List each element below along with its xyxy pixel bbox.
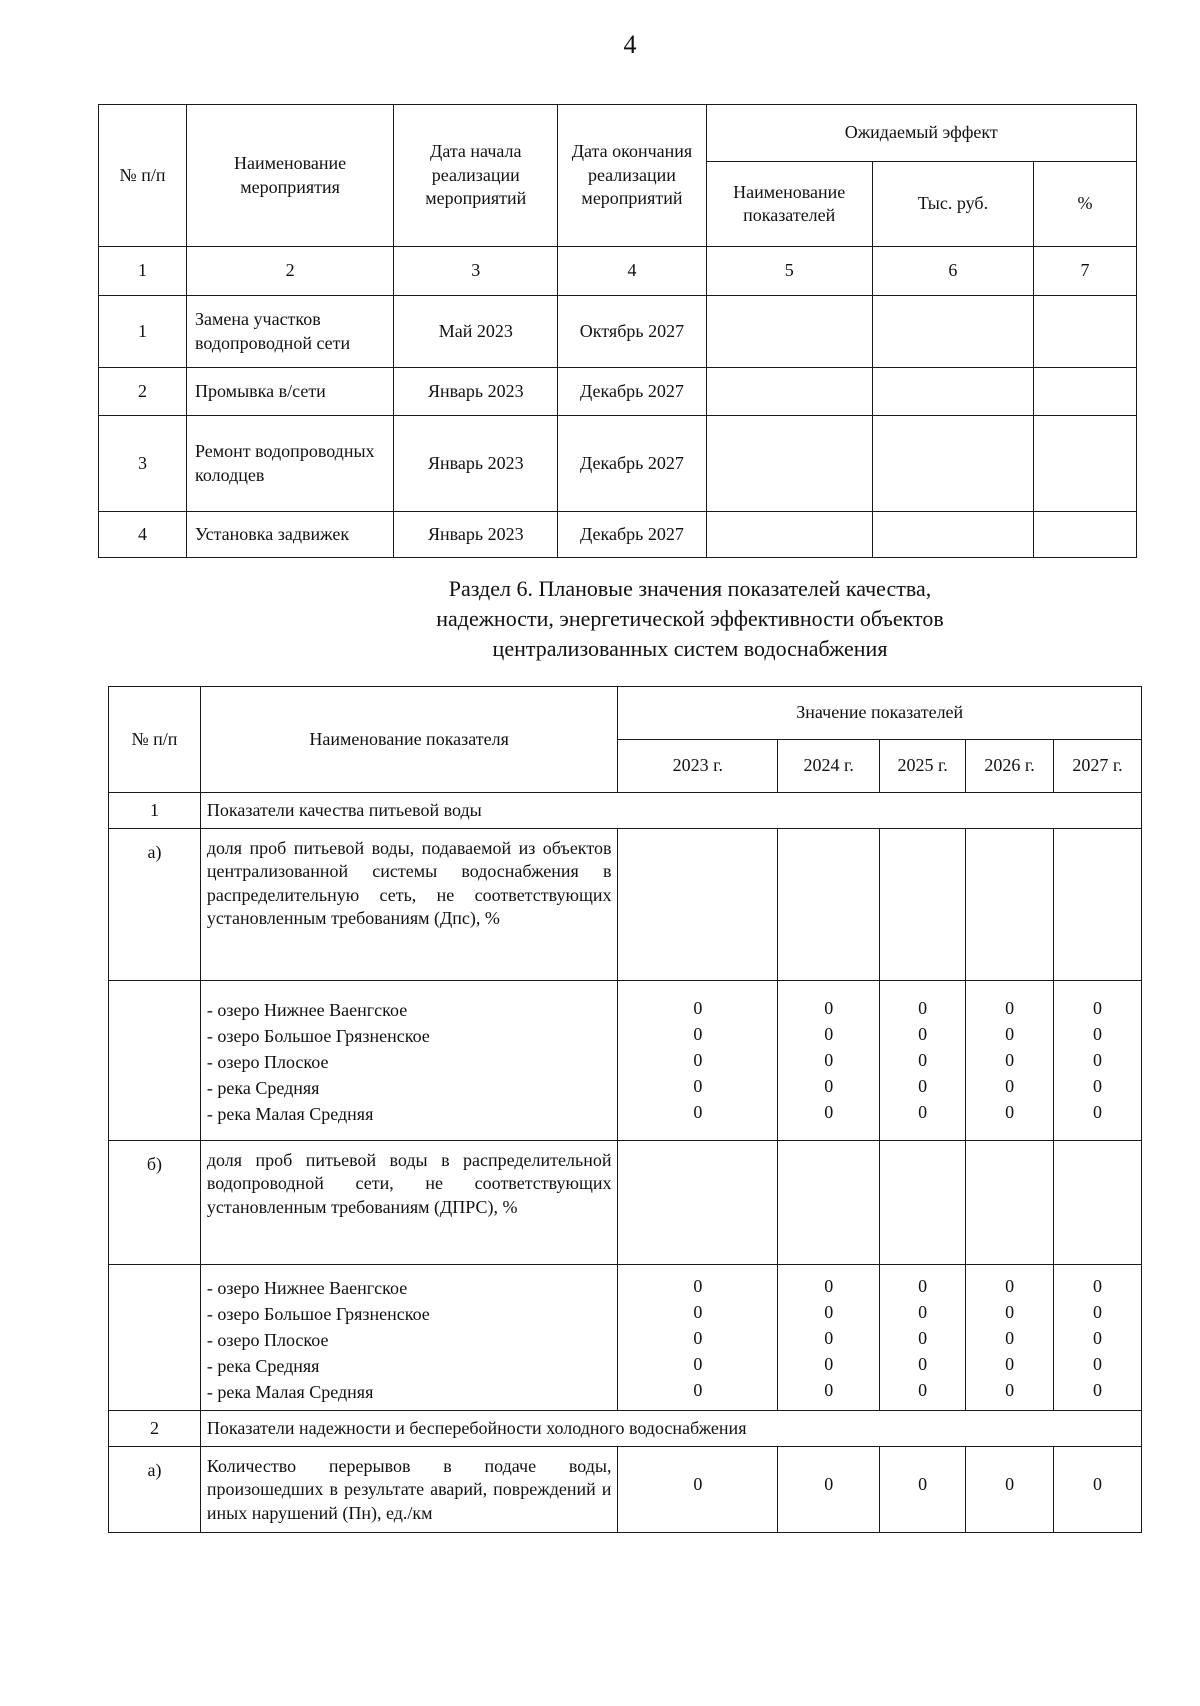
column-numbers-row <box>99 247 1137 296</box>
column-number: 2 <box>187 247 394 296</box>
value: 0 <box>1093 1076 1103 1096</box>
value: 0 <box>824 1276 834 1296</box>
row-name: Установка задвижек <box>187 512 394 558</box>
row-thousands <box>872 416 1033 512</box>
column-number: 4 <box>558 247 706 296</box>
value: 0 <box>824 1354 834 1374</box>
source-item: - озеро Плоское <box>206 1330 329 1350</box>
row-num: 4 <box>99 512 187 558</box>
values-2026 <box>966 1265 1054 1411</box>
row-end: Декабрь 2027 <box>558 416 706 512</box>
row-num: а) <box>109 829 201 981</box>
row-name: Ремонт водопроводных колодцев <box>187 416 394 512</box>
source-item: - река Средняя <box>206 1356 320 1376</box>
row-start: Май 2023 <box>394 296 558 368</box>
value-cell <box>1054 1141 1142 1265</box>
row-thousands <box>872 368 1033 416</box>
section-title-line: надежности, энергетической эффективности объектов <box>436 606 944 631</box>
value-cell <box>966 829 1054 981</box>
row-num: 3 <box>99 416 187 512</box>
value: 0 <box>918 1050 928 1070</box>
col-thousands-header: Тыс. руб. <box>872 162 1033 247</box>
sources-row <box>109 1265 1142 1411</box>
value: 0 <box>1093 1380 1103 1400</box>
sources-row <box>109 981 1142 1141</box>
column-number: 7 <box>1033 247 1136 296</box>
indicators-table <box>108 686 1142 1533</box>
col-name-header: Наименование мероприятия <box>187 105 394 247</box>
col-name-header: Наименование показателя <box>200 687 618 793</box>
value: 0 <box>1093 1102 1103 1122</box>
values-2025 <box>880 981 966 1141</box>
values-header: Значение показателей <box>618 687 1142 740</box>
values-2024 <box>778 1265 880 1411</box>
indicator-row <box>109 1141 1142 1265</box>
row-indicator <box>706 416 872 512</box>
value: 0 <box>918 1354 928 1374</box>
value: 0 <box>693 1302 703 1322</box>
value: 0 <box>918 1024 928 1044</box>
value: 0 <box>1005 1102 1015 1122</box>
column-number: 6 <box>872 247 1033 296</box>
value: 0 <box>1093 1050 1103 1070</box>
row-indicator <box>706 296 872 368</box>
value: 0 <box>1005 1024 1015 1044</box>
value: 0 <box>1093 1354 1103 1374</box>
value-2024: 0 <box>778 1447 880 1533</box>
row-end: Декабрь 2027 <box>558 368 706 416</box>
source-item: - река Средняя <box>206 1078 320 1098</box>
value-cell <box>778 1141 880 1265</box>
year-header: 2026 г. <box>966 740 1054 793</box>
row-num: 2 <box>99 368 187 416</box>
source-item: - озеро Большое Грязненское <box>206 1026 430 1046</box>
values-2025 <box>880 1265 966 1411</box>
value: 0 <box>824 1024 834 1044</box>
value: 0 <box>1093 1024 1103 1044</box>
table-row <box>99 416 1137 512</box>
value: 0 <box>824 998 834 1018</box>
row-end: Октябрь 2027 <box>558 296 706 368</box>
value: 0 <box>693 1328 703 1348</box>
value: 0 <box>693 1354 703 1374</box>
row-thousands <box>872 296 1033 368</box>
value-cell <box>618 829 778 981</box>
column-number: 5 <box>706 247 872 296</box>
year-header: 2024 г. <box>778 740 880 793</box>
value: 0 <box>693 1276 703 1296</box>
value-cell <box>618 1141 778 1265</box>
value: 0 <box>693 1050 703 1070</box>
col-effect-header: Ожидаемый эффект <box>706 105 1136 162</box>
row-start: Январь 2023 <box>394 368 558 416</box>
col-start-header: Дата начала реализации мероприятий <box>394 105 558 247</box>
value: 0 <box>824 1380 834 1400</box>
value: 0 <box>824 1328 834 1348</box>
value: 0 <box>1005 1076 1015 1096</box>
row-percent <box>1033 296 1136 368</box>
source-item: - озеро Нижнее Ваенгское <box>206 1278 408 1298</box>
value: 0 <box>1093 1328 1103 1348</box>
values-2023 <box>618 981 778 1141</box>
value: 0 <box>824 1076 834 1096</box>
table-row <box>99 512 1137 558</box>
indicator-text: доля проб питьевой воды в распределительной водопроводной сети, не соответствующих установленным требованиям (ДПРС), % <box>200 1141 618 1265</box>
source-item: - озеро Большое Грязненское <box>206 1304 430 1324</box>
year-header: 2023 г. <box>618 740 778 793</box>
source-item: - река Малая Средняя <box>206 1104 374 1124</box>
source-item: - река Малая Средняя <box>206 1382 374 1402</box>
group-row <box>109 1411 1142 1447</box>
value: 0 <box>824 1050 834 1070</box>
row-indicator <box>706 512 872 558</box>
value: 0 <box>1005 1050 1015 1070</box>
row-name: Замена участков водопроводной сети <box>187 296 394 368</box>
row-start: Январь 2023 <box>394 416 558 512</box>
value: 0 <box>1005 1276 1015 1296</box>
row-num <box>109 1265 201 1411</box>
indicator-row <box>109 1447 1142 1533</box>
section-title-line: Раздел 6. Плановые значения показателей качества, <box>448 576 932 601</box>
value-cell <box>880 829 966 981</box>
values-2024 <box>778 981 880 1141</box>
row-num <box>109 981 201 1141</box>
table-row <box>99 368 1137 416</box>
value: 0 <box>1005 1328 1015 1348</box>
value: 0 <box>1005 998 1015 1018</box>
section-title-line: централизованных систем водоснабжения <box>492 636 888 661</box>
value: 0 <box>693 1102 703 1122</box>
page-number: 4 <box>623 30 637 59</box>
value: 0 <box>1005 1354 1015 1374</box>
indicator-text: Количество перерывов в подаче воды, произошедших в результате аварий, повреждений и иных нарушений (Пн), ед./км <box>200 1447 618 1533</box>
values-2026 <box>966 981 1054 1141</box>
col-percent-header: % <box>1033 162 1136 247</box>
col-end-header: Дата окончания реализации мероприятий <box>558 105 706 247</box>
row-percent <box>1033 416 1136 512</box>
value-2025: 0 <box>880 1447 966 1533</box>
column-number: 3 <box>394 247 558 296</box>
group-label: Показатели надежности и бесперебойности холодного водоснабжения <box>200 1411 1141 1447</box>
group-label: Показатели качества питьевой воды <box>200 793 1141 829</box>
value: 0 <box>918 1276 928 1296</box>
value: 0 <box>918 1102 928 1122</box>
measures-table <box>98 104 1137 558</box>
row-percent <box>1033 512 1136 558</box>
value-cell <box>966 1141 1054 1265</box>
year-header: 2025 г. <box>880 740 966 793</box>
header-row <box>109 687 1142 740</box>
section-title <box>0 574 1200 664</box>
value: 0 <box>918 1302 928 1322</box>
group-num: 2 <box>109 1411 201 1447</box>
value-2027: 0 <box>1054 1447 1142 1533</box>
value-2023: 0 <box>618 1447 778 1533</box>
value-2026: 0 <box>966 1447 1054 1533</box>
value: 0 <box>693 1076 703 1096</box>
group-num: 1 <box>109 793 201 829</box>
value: 0 <box>1093 1276 1103 1296</box>
row-num: б) <box>109 1141 201 1265</box>
col-indicator-header: Наименование показателей <box>706 162 872 247</box>
value: 0 <box>1005 1302 1015 1322</box>
year-header: 2027 г. <box>1054 740 1142 793</box>
row-indicator <box>706 368 872 416</box>
values-2027 <box>1054 981 1142 1141</box>
row-percent <box>1033 368 1136 416</box>
row-start: Январь 2023 <box>394 512 558 558</box>
values-2023 <box>618 1265 778 1411</box>
source-item: - озеро Нижнее Ваенгское <box>206 1000 408 1020</box>
value: 0 <box>918 998 928 1018</box>
group-row <box>109 793 1142 829</box>
row-num: 1 <box>99 296 187 368</box>
value: 0 <box>693 1380 703 1400</box>
value: 0 <box>918 1380 928 1400</box>
values-2027 <box>1054 1265 1142 1411</box>
value-cell <box>1054 829 1142 981</box>
row-thousands <box>872 512 1033 558</box>
value: 0 <box>1005 1380 1015 1400</box>
row-name: Промывка в/сети <box>187 368 394 416</box>
header-row <box>99 105 1137 162</box>
value: 0 <box>1093 998 1103 1018</box>
col-num-header: № п/п <box>99 105 187 247</box>
value: 0 <box>918 1076 928 1096</box>
indicator-text: доля проб питьевой воды, подаваемой из объектов централизованной системы водоснабжения в распределительную сеть, не соответствующих установленным требованиям (Дпс), % <box>200 829 618 981</box>
column-number: 1 <box>99 247 187 296</box>
value: 0 <box>693 1024 703 1044</box>
value: 0 <box>693 998 703 1018</box>
row-num: а) <box>109 1447 201 1533</box>
table-row <box>99 296 1137 368</box>
col-num-header: № п/п <box>109 687 201 793</box>
indicator-row <box>109 829 1142 981</box>
value: 0 <box>824 1102 834 1122</box>
value-cell <box>880 1141 966 1265</box>
sources-list <box>200 981 618 1141</box>
value: 0 <box>918 1328 928 1348</box>
sources-list <box>200 1265 618 1411</box>
source-item: - озеро Плоское <box>206 1052 329 1072</box>
value: 0 <box>1093 1302 1103 1322</box>
row-end: Декабрь 2027 <box>558 512 706 558</box>
value-cell <box>778 829 880 981</box>
value: 0 <box>824 1302 834 1322</box>
